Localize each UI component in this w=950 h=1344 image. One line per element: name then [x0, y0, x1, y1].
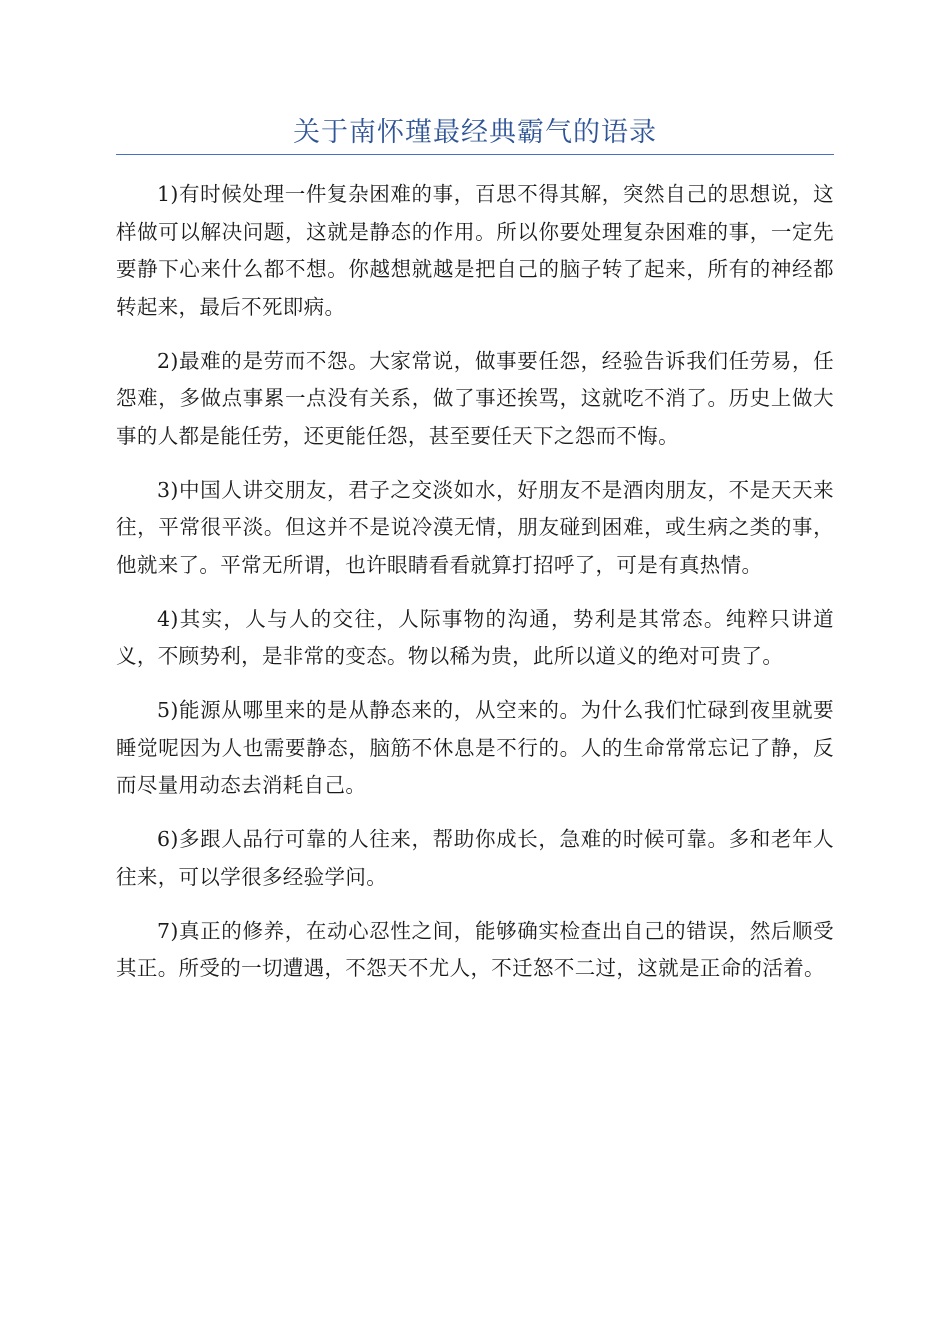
quote-paragraph-7: 7)真正的修养，在动心忍性之间，能够确实检查出自己的错误，然后顺受其正。所受的一切遭遇，不怨天不尤人，不迁怒不二过，这就是正命的活着。: [116, 918, 834, 980]
document-body: [116, 176, 834, 988]
quote-paragraph-3: 3)中国人讲交朋友，君子之交淡如水，好朋友不是酒肉朋友，不是天天来往，平常很平淡。但这并不是说冷漠无情，朋友碰到困难，或生病之类的事，他就来了。平常无所谓，也许眼睛看看就算打招呼了，可是有真热情。: [116, 477, 834, 577]
document-page: [116, 0, 834, 1004]
title-underline: [116, 154, 834, 155]
quote-paragraph-2: 2)最难的是劳而不怨。大家常说，做事要任怨，经验告诉我们任劳易，任怨难，多做点事累一点没有关系，做了事还挨骂，这就吃不消了。历史上做大事的人都是能任劳，还更能任怨，甚至要任天下之怨而不悔。: [116, 348, 834, 448]
quote-paragraph-4: 4)其实，人与人的交往，人际事物的沟通，势利是其常态。纯粹只讲道义，不顾势利，是非常的变态。物以稀为贵，此所以道义的绝对可贵了。: [116, 606, 834, 668]
quote-paragraph-1: 1)有时候处理一件复杂困难的事，百思不得其解，突然自己的思想说，这样做可以解决问题，这就是静态的作用。所以你要处理复杂困难的事，一定先要静下心来什么都不想。你越想就越是把自己的脑子转了起来，所有的神经都转起来，最后不死即病。: [116, 182, 834, 319]
document-title: 关于南怀瑾最经典霸气的语录: [293, 117, 657, 148]
quote-paragraph-5: 5)能源从哪里来的是从静态来的，从空来的。为什么我们忙碌到夜里就要睡觉呢因为人也需要静态，脑筋不休息是不行的。人的生命常常忘记了静，反而尽量用动态去消耗自己。: [116, 698, 834, 797]
quote-paragraph-6: 6)多跟人品行可靠的人往来，帮助你成长，急难的时候可靠。多和老年人往来，可以学很多经验学问。: [116, 827, 834, 889]
